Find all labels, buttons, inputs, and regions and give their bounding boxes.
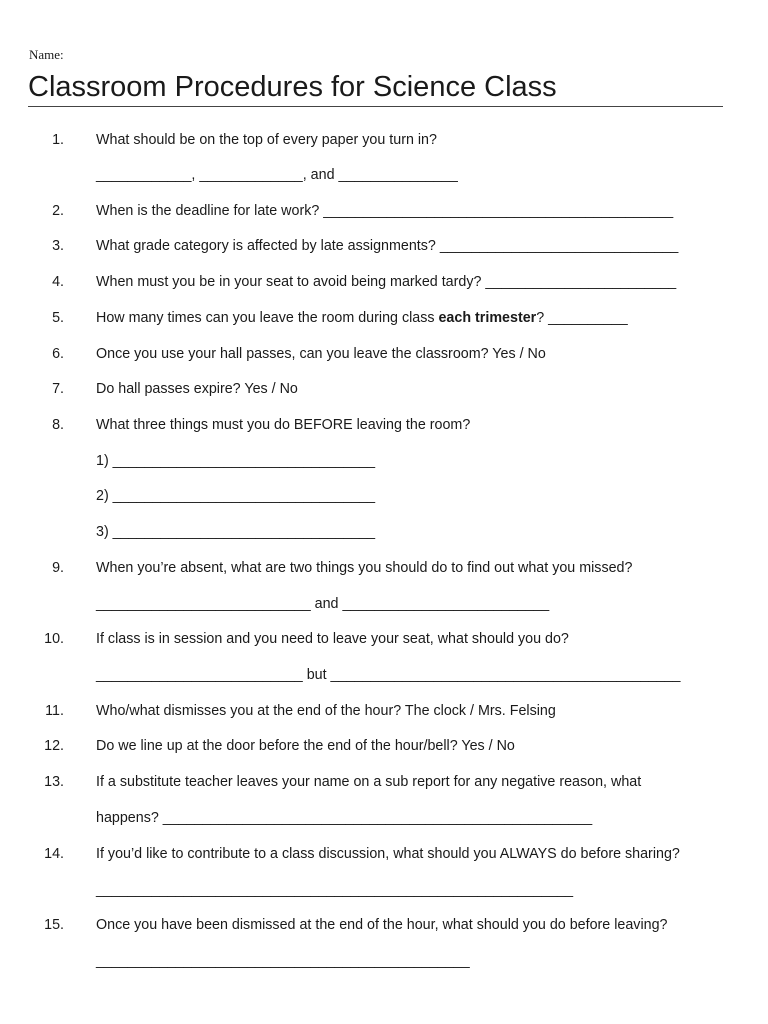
question-text-end: ? __________ bbox=[536, 310, 628, 326]
question-number: 6. bbox=[52, 346, 64, 362]
question-text: happens? ______________________________________________________ bbox=[96, 810, 593, 826]
question-text: What should be on the top of every paper you turn in? bbox=[96, 132, 437, 148]
question-number: 13. bbox=[44, 774, 64, 790]
question-number: 14. bbox=[44, 846, 64, 862]
question-text: What grade category is affected by late assignments? ______________________________ bbox=[96, 238, 679, 254]
question-text: When must you be in your seat to avoid being marked tardy? ________________________ bbox=[96, 274, 677, 290]
question-number: 1. bbox=[52, 132, 64, 148]
answer-blank-text: ____________, _____________, and _______________ bbox=[96, 167, 458, 183]
title-divider bbox=[28, 106, 723, 107]
question-text: What three things must you do BEFORE leaving the room? bbox=[96, 417, 471, 433]
question-number: 15. bbox=[44, 917, 64, 933]
question-number: 3. bbox=[52, 238, 64, 254]
question-text: When you’re absent, what are two things you should do to find out what you missed? bbox=[96, 560, 633, 576]
answer-blank-text: ____________________________________________________________ bbox=[96, 882, 574, 898]
question-text: When is the deadline for late work? ____________________________________________ bbox=[96, 203, 674, 219]
question-text: If a substitute teacher leaves your name on a sub report for any negative reason, what bbox=[96, 774, 642, 790]
question-number: 11. bbox=[45, 703, 64, 719]
answer-blank-text: 2) _________________________________ bbox=[96, 488, 376, 504]
question-text: Once you have been dismissed at the end of the hour, what should you do before leaving? bbox=[96, 917, 668, 933]
question-number: 4. bbox=[52, 274, 64, 290]
page-title: Classroom Procedures for Science Class bbox=[28, 71, 557, 103]
answer-blank-text: ___________________________ and __________________________ bbox=[96, 596, 550, 612]
question-text: If you’d like to contribute to a class discussion, what should you ALWAYS do before sharing? bbox=[96, 846, 680, 862]
question-number: 9. bbox=[52, 560, 64, 576]
question-text: If class is in session and you need to leave your seat, what should you do? bbox=[96, 631, 569, 647]
question-text: Do we line up at the door before the end of the hour/bell? Yes / No bbox=[96, 738, 515, 754]
question-number: 7. bbox=[52, 381, 64, 397]
question-text: Do hall passes expire? Yes / No bbox=[96, 381, 298, 397]
question-text: Once you use your hall passes, can you leave the classroom? Yes / No bbox=[96, 346, 546, 362]
emphasis-text: each trimester bbox=[438, 310, 537, 326]
answer-blank-text: _______________________________________________ bbox=[96, 953, 470, 969]
question-text bbox=[96, 308, 628, 328]
question-text-start: How many times can you leave the room during class bbox=[96, 310, 439, 326]
question-number: 12. bbox=[44, 738, 64, 754]
answer-blank-text: 1) _________________________________ bbox=[96, 453, 376, 469]
answer-blank-text: __________________________ but ____________________________________________ bbox=[96, 667, 681, 683]
question-text: Who/what dismisses you at the end of the hour? The clock / Mrs. Felsing bbox=[96, 703, 556, 719]
question-number: 2. bbox=[52, 203, 64, 219]
name-label: Name: bbox=[29, 47, 64, 62]
question-number: 8. bbox=[52, 417, 64, 433]
question-number: 10. bbox=[44, 631, 64, 647]
answer-blank-text: 3) _________________________________ bbox=[96, 524, 376, 540]
question-number: 5. bbox=[52, 310, 64, 326]
